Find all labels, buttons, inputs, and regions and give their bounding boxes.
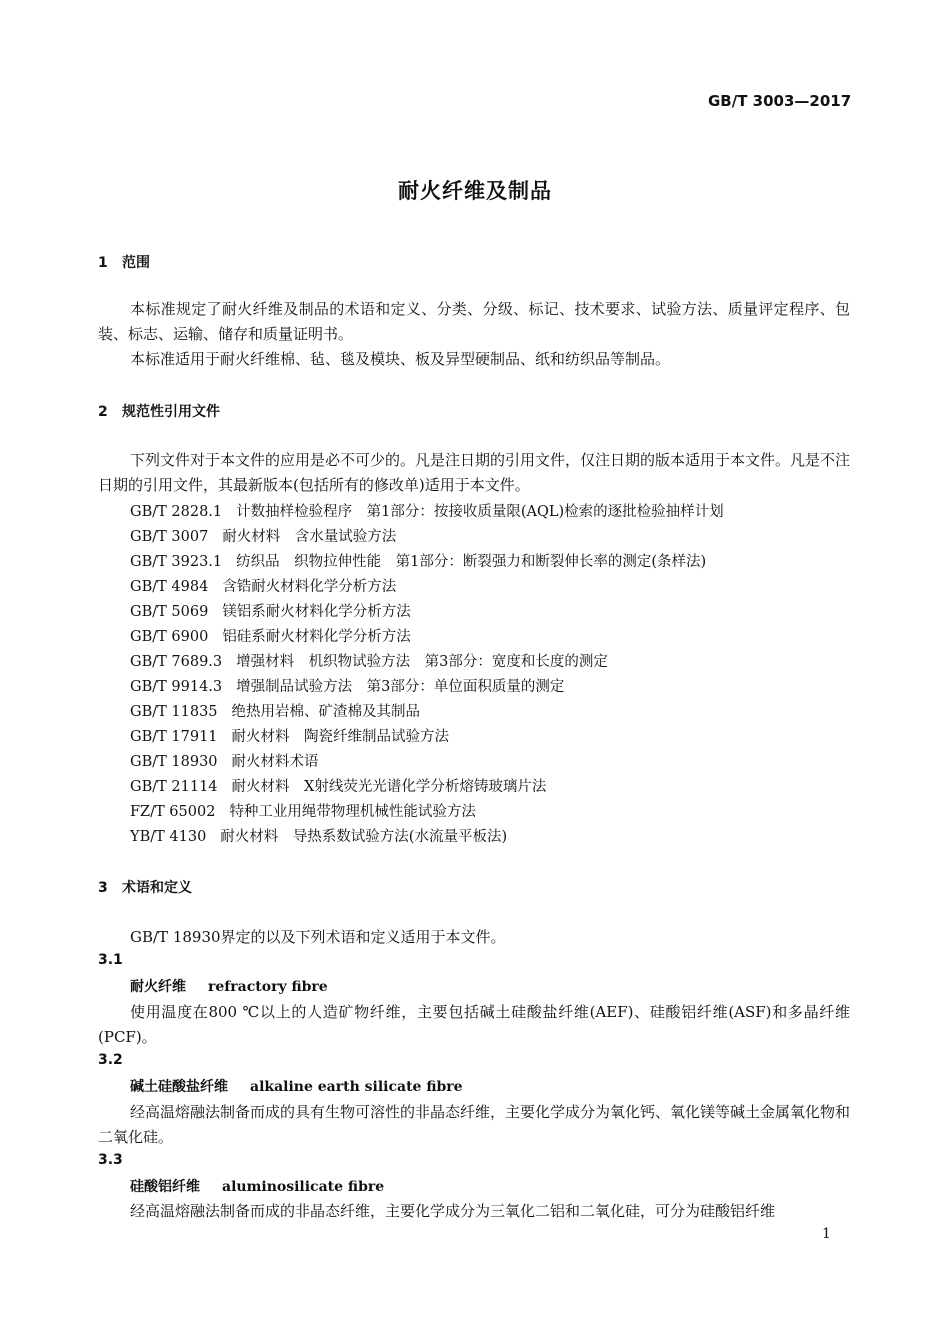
term-entry (130, 976, 328, 996)
term-english: aluminosilicate fibre (222, 1179, 385, 1195)
term-chinese: 碱土硅酸盐纤维 (130, 1079, 228, 1095)
reference-item (130, 750, 319, 771)
reference-item (130, 700, 420, 721)
reference-item (130, 650, 608, 671)
reference-title: 耐火材料术语 (231, 754, 319, 770)
reference-item (130, 800, 476, 821)
clause-number: 3.2 (98, 1052, 123, 1068)
reference-title: 特种工业用绳带物理机械性能试验方法 (229, 804, 476, 820)
term-english: alkaline earth silicate fibre (250, 1079, 463, 1095)
reference-item (130, 675, 564, 696)
standard-code: GB/T 3003—2017 (708, 92, 852, 110)
reference-code: GB/T 3923.1 (130, 554, 223, 570)
term-definition: 经高温熔融法制备而成的非晶态纤维，主要化学成分为三氧化二铝和二氧化硅，可分为硅酸铝纤维 (130, 1202, 776, 1220)
reference-code: GB/T 3007 (130, 529, 209, 545)
reference-title: 镁铝系耐火材料化学分析方法 (222, 604, 411, 620)
reference-title: 纺织品 织物拉伸性能 第1部分：断裂强力和断裂伸长率的测定(条样法) (236, 554, 707, 570)
reference-title: 计数抽样检验程序 第1部分：按接收质量限(AQL)检索的逐批检验抽样计划 (236, 504, 724, 520)
reference-title: 增强材料 机织物试验方法 第3部分：宽度和长度的测定 (236, 654, 608, 670)
section-title: 规范性引用文件 (122, 404, 220, 420)
reference-code: GB/T 11835 (130, 704, 218, 720)
reference-code: GB/T 7689.3 (130, 654, 223, 670)
reference-title: 耐火材料 X射线荧光光谱化学分析熔铸玻璃片法 (231, 779, 547, 795)
reference-code: GB/T 21114 (130, 779, 218, 795)
reference-title: 铝硅系耐火材料化学分析方法 (222, 629, 411, 645)
section-number: 2 (98, 404, 108, 420)
reference-title: 增强制品试验方法 第3部分：单位面积质量的测定 (236, 679, 565, 695)
reference-item (130, 550, 706, 571)
reference-code: GB/T 6900 (130, 629, 209, 645)
term-definition: 经高温熔融法制备而成的具有生物可溶性的非晶态纤维，主要化学成分为氧化钙、氧化镁等碱土金属氧化物和二氧化硅。 (98, 1103, 851, 1146)
term-entry (130, 1176, 384, 1196)
section-heading-terms (98, 877, 192, 897)
scope-paragraph-1: 本标准规定了耐火纤维及制品的术语和定义、分类、分级、标记、技术要求、试验方法、质量评定程序、包装、标志、运输、储存和质量证明书。 (98, 300, 850, 343)
reference-code: GB/T 9914.3 (130, 679, 223, 695)
clause-number: 3.3 (98, 1152, 123, 1168)
section-title: 范围 (122, 255, 150, 271)
reference-code: GB/T 5069 (130, 604, 209, 620)
reference-code: GB/T 4984 (130, 579, 209, 595)
term-entry (130, 1076, 463, 1096)
reference-item (130, 625, 411, 646)
reference-title: 绝热用岩棉、矿渣棉及其制品 (231, 704, 421, 720)
reference-title: 含锆耐火材料化学分析方法 (222, 579, 397, 595)
reference-title: 耐火材料 陶瓷纤维制品试验方法 (231, 729, 450, 745)
document-title: 耐火纤维及制品 (398, 179, 552, 203)
term-definition: 使用温度在800 ℃以上的人造矿物纤维，主要包括碱土硅酸盐纤维(AEF)、硅酸铝纤维(ASF)和多晶纤维(PCF)。 (98, 1003, 850, 1046)
section-title: 术语和定义 (122, 880, 192, 896)
clause-number: 3.1 (98, 952, 123, 968)
reference-code: GB/T 18930 (130, 754, 218, 770)
reference-title: 耐火材料 导热系数试验方法(水流量平板法) (220, 829, 508, 845)
reference-item (130, 825, 507, 846)
reference-code: GB/T 2828.1 (130, 504, 223, 520)
term-chinese: 耐火纤维 (130, 979, 186, 995)
section-number: 3 (98, 880, 108, 896)
reference-title: 耐火材料 含水量试验方法 (222, 529, 397, 545)
terms-intro: GB/T 18930界定的以及下列术语和定义适用于本文件。 (130, 928, 506, 946)
reference-code: GB/T 17911 (130, 729, 218, 745)
reference-item (130, 575, 396, 596)
reference-item (130, 525, 396, 546)
section-heading-normative (98, 401, 220, 421)
reference-item (130, 775, 546, 796)
page-number: 1 (822, 1226, 831, 1242)
reference-code: YB/T 4130 (130, 829, 207, 845)
reference-item (130, 600, 411, 621)
normative-intro: 下列文件对于本文件的应用是必不可少的。凡是注日期的引用文件，仅注日期的版本适用于本文件。凡是不注日期的引用文件，其最新版本(包括所有的修改单)适用于本文件。 (98, 451, 851, 494)
section-heading-scope (98, 252, 150, 272)
scope-paragraph-2: 本标准适用于耐火纤维棉、毡、毯及模块、板及异型硬制品、纸和纺织品等制品。 (130, 350, 671, 368)
term-chinese: 硅酸铝纤维 (130, 1179, 200, 1195)
section-number: 1 (98, 255, 108, 271)
term-english: refractory fibre (208, 979, 328, 995)
reference-item (130, 500, 724, 521)
reference-item (130, 725, 449, 746)
reference-code: FZ/T 65002 (130, 804, 216, 820)
